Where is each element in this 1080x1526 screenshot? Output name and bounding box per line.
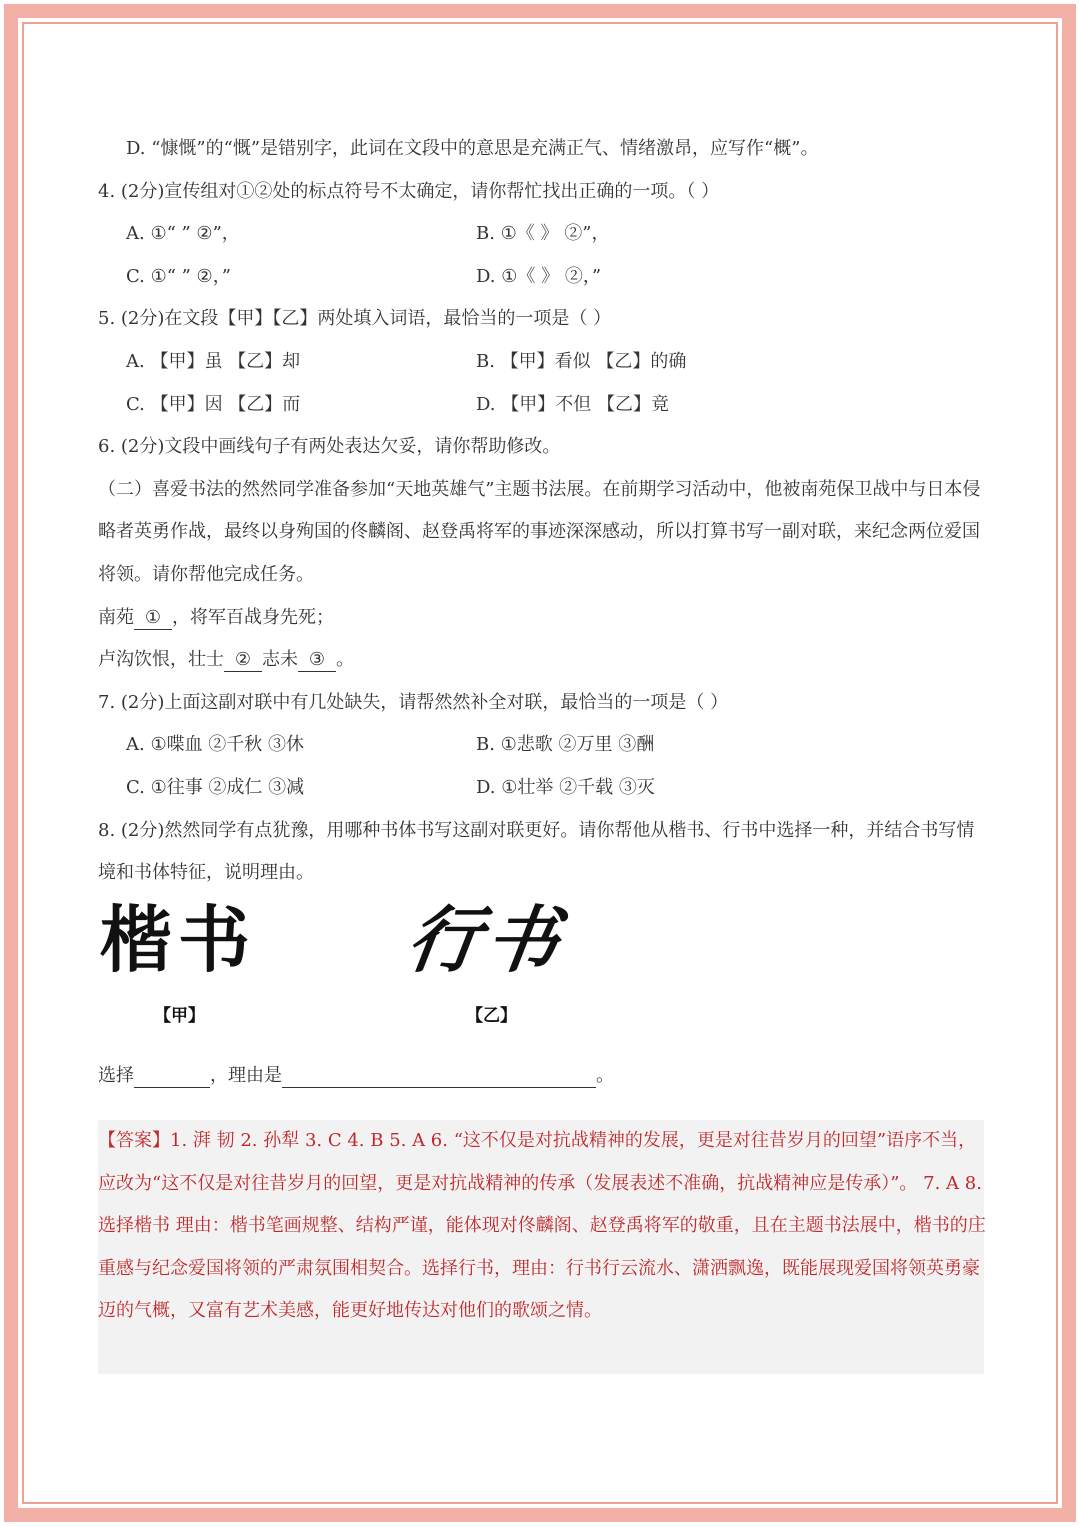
calligraphy-samples: [98, 895, 988, 1055]
q6-stem: 6. (2分)文段中画线句子有两处表达欠妥，请你帮助修改。: [98, 436, 561, 458]
q4-option-d: D. ①《 》 ②，”: [476, 265, 602, 287]
q8-stem: 8. (2分)然然同学有点犹豫，用哪种书体书写这副对联更好。请你帮他从楷书、行书中选择一种，并结合书写情境和书体特征，说明理由。: [98, 819, 975, 884]
q4-options-row2: [98, 256, 988, 299]
q5-stem: 5. (2分)在文段【甲】【乙】两处填入词语，最恰当的一项是（ ）: [98, 308, 612, 330]
couplet1-pre: 南苑: [98, 606, 134, 628]
answer-text: 【答案】1. 湃 韧 2. 孙犁 3. C 4. B 5. A 6. “这不仅是对抗战精神的发展，更是对往昔岁月的回望”语序不当，应改为“这不仅是对往昔岁月的回望，更是对抗战精神的传承（发展表述不准确，抗战精神应是传承）”。 7. A 8. 选择楷书 理由：楷书笔画规整、结构严谨，能体现对佟麟阁、赵登禹将军的敬重，且在主题书法展中，楷书的庄重感与纪念爱国将领的严肃氛围相契合。选择行书，理由：行书行云流水、潇洒飘逸，既能展现爱国将领英勇豪迈的气概，又富有艺术美感，能更好地传达对他们的歌颂之情。: [98, 1130, 986, 1322]
q7-option-a: A. ①喋血 ②千秋 ③休: [126, 734, 305, 756]
section2-intro: （二）喜爱书法的然然同学准备参加“天地英雄气”主题书法展。在前期学习活动中，他被南苑保卫战中与日本侵略者英勇作战，最终以身殉国的佟麟阁、赵登禹将军的事迹深深感动，所以打算书写一副对联，来纪念两位爱国将领。请你帮他完成任务。: [98, 478, 981, 585]
reason-label: ，理由是: [210, 1064, 282, 1086]
q8-answer-line: [98, 1055, 988, 1098]
question-content: [98, 128, 988, 1097]
q4-option-c: C. ①“ ” ②，”: [126, 265, 231, 287]
q3-option-d: D. “慷慨”的“慨”是错别字，此词在文段中的意思是充满正气、情绪激昂，应写作“概”。: [126, 138, 819, 159]
q7-stem: 7. (2分)上面这副对联中有几处缺失，请帮然然补全对联，最恰当的一项是（ ）: [98, 691, 729, 713]
couplet-line-1: [98, 597, 988, 640]
couplet-gap-1: ①: [134, 607, 172, 630]
q4-stem: 4. (2分)宣传组对①②处的标点符号不太确定，请你帮忙找出正确的一项。（ ）: [98, 180, 720, 202]
q5-option-b: B. 【甲】看似 【乙】的确: [476, 350, 687, 372]
q5-option-d: D. 【甲】不但 【乙】竟: [476, 393, 669, 415]
end-mark: 。: [596, 1064, 614, 1086]
couplet2-mid: 志未: [262, 649, 298, 671]
q5-option-c: C. 【甲】因 【乙】而: [126, 393, 301, 415]
kaishu-label: 【甲】: [154, 1005, 205, 1026]
q7-option-d: D. ①壮举 ②千载 ③灭: [476, 776, 655, 798]
q5-option-a: A. 【甲】虽 【乙】却: [126, 350, 301, 372]
q4-option-b: B. ①《 》 ②”，: [476, 223, 610, 245]
couplet-line-2: [98, 639, 988, 682]
couplet-gap-2: ②: [224, 649, 262, 672]
kaishu-calligraphy-image: 楷书: [100, 897, 257, 982]
q7-options-row1: [98, 724, 988, 767]
q4-options-row1: [98, 213, 988, 256]
q4-option-a: A. ①“ ” ②”，: [126, 223, 240, 245]
couplet-gap-3: ③: [298, 649, 336, 672]
choose-label: 选择: [98, 1064, 134, 1086]
q7-options-row2: [98, 767, 988, 810]
couplet2-pre: 卢沟饮恨，壮士: [98, 649, 224, 671]
couplet1-post: ，将军百战身先死；: [172, 606, 334, 628]
q7-option-c: C. ①往事 ②成仁 ③减: [126, 776, 305, 798]
q5-options-row2: [98, 384, 988, 427]
xingshu-label: 【乙】: [466, 1005, 517, 1026]
q5-options-row1: [98, 341, 988, 384]
couplet2-post: 。: [336, 649, 354, 671]
xingshu-calligraphy-image: 行书: [402, 897, 570, 982]
q7-option-b: B. ①悲歌 ②万里 ③酬: [476, 734, 655, 756]
